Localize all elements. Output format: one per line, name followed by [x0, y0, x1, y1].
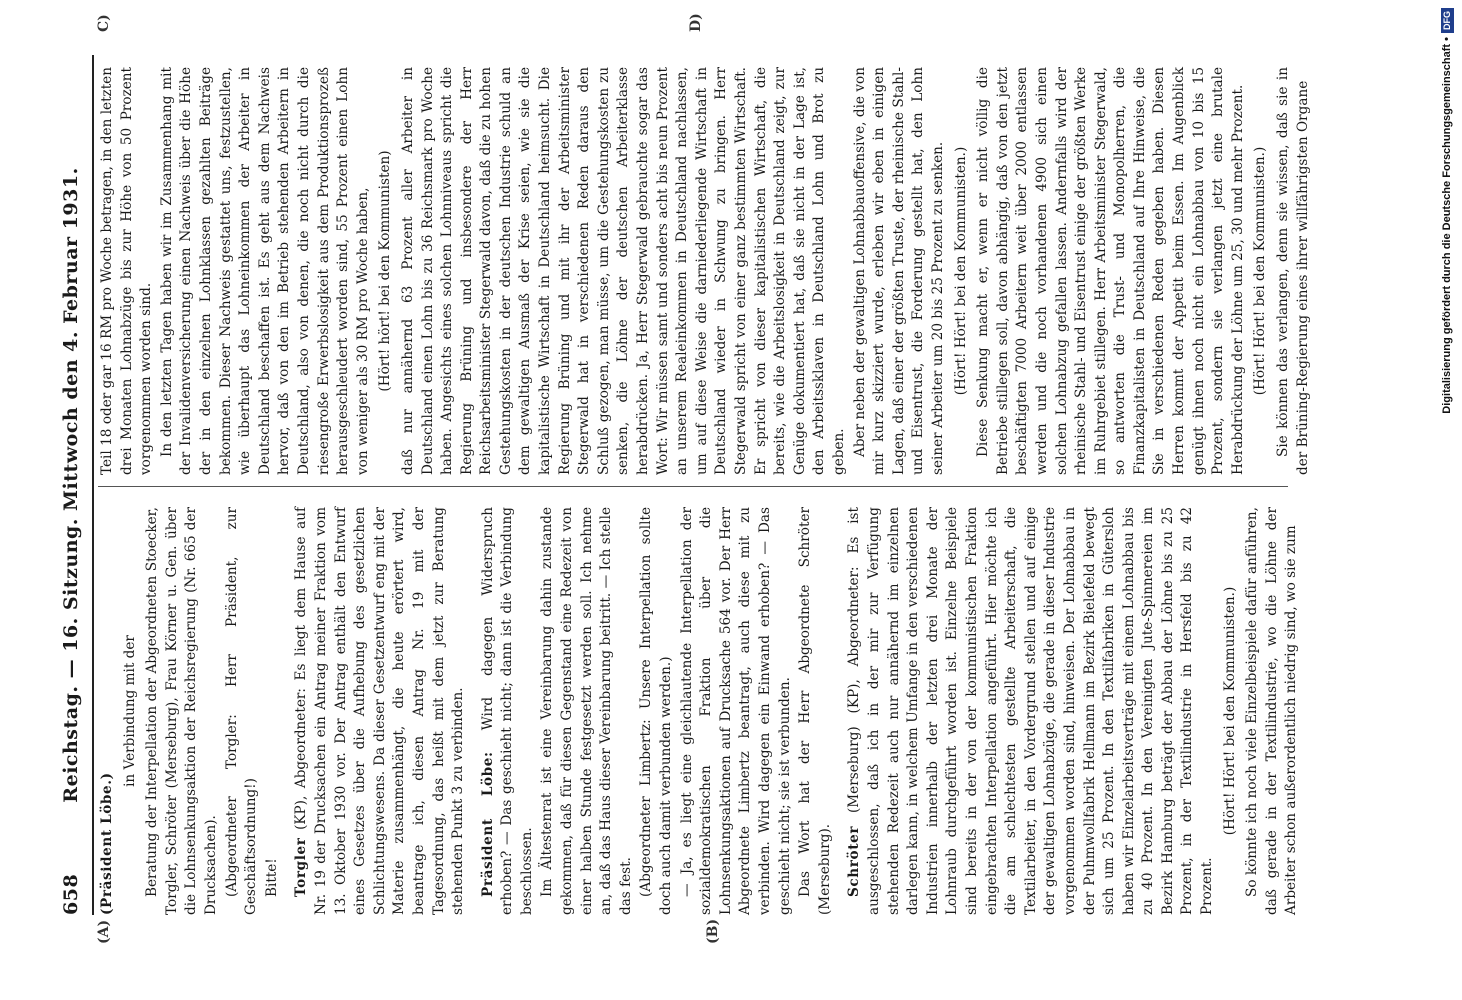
- paragraph: [678, 507, 796, 915]
- paragraph-text: So könnte ich noch viele Einzelbeispiele dafür anführen, daß gerade in der Textilindustrie, wo die Löhne der Arbeiter schon außerordentlich niedrig sind, wo sie zum: [1244, 507, 1300, 915]
- running-title: Reichstag. — 16. Sitzung. Mittwoch den 4. Februar 1931.: [60, 167, 82, 803]
- dfg-logo: DFG: [1441, 8, 1454, 33]
- paragraph-text: (Abgeordneter Limbertz: Unsere Interpellation sollte doch auch damit verbunden werden.): [638, 507, 675, 915]
- paragraph-text: Wird dagegen Widerspruch erhoben? — Das geschieht nicht; dann ist die Verbindung beschlossen.: [479, 507, 535, 915]
- paragraph-text: In den letzten Tagen haben wir im Zusammenhang mit der Invalidenversicherung einen Nachweis über die Höhe der in den einzelnen Lohnklassen gezahlten Beiträge bekommen. Dieser Nachweis gestattet uns, festzustellen, wie überhaupt das Lohneinkommen der Arbeiter in Deutschland beschaffen ist. Es geht aus dem Nachweis hervor, daß von den im Betrieb stehenden Arbeitern in Deutschland, also von denen, die noch nicht durch die riesengroße Erwerbslosigkeit aus dem Produktionsprozeß herausgeschleudert worden sind, 55 Prozent einen Lohn von weniger als 30 RM pro Woche haben,: [158, 67, 371, 475]
- paragraph: [121, 507, 141, 915]
- paragraph-text: Beratung der Interpellation der Abgeordneten Stoecker, Torgler, Schröter (Merseburg), Frau Körner u. Gen. über die Lohnsenkungsaktion der Reichsregierung (Nr. 665 der Drucksachen).: [144, 507, 219, 915]
- paragraph-text: — Ja, es liegt eine gleichlautende Interpellation der sozialdemokratischen Fraktion über die Lohnsenkungsaktionen auf Drucksache 564 vor. Der Herr Abgeordnete Limbertz beantragt, auch diese mit zu verbinden. Wird dagegen ein Einwand erhoben? — Das geschieht nicht; sie ist verbunden.: [678, 507, 793, 915]
- paragraph: [1243, 507, 1302, 915]
- paragraph-text: Diese Senkung macht er, wenn er nicht völlig die Betriebe stillegen soll, davon abhängig, daß von den jetzt beschäftigten 7000 Arbeitern weit über 2000 entlassen werden und die noch vorhandenen 4900 sich einen solchen Lohnabzug gefallen lassen. Andernfalls wird der rheinische Stahl- und Eisentrust einige der größten Werke im Ruhrgebiet stillegen. Herr Arbeitsminister Stegerwald, so antworten die Trust- und Monopolherren, die Finanzkapitalisten in Deutschland auf Ihre Hinweise, die Sie in verschiedenen Reden gegeben haben. Diesen Herren kommt der Appetit beim Essen. Im Augenblick genügt ihnen noch nicht ein Lohnabbau von 10 bis 15 Prozent, sondern sie verlangen jetzt eine brutale Herabdrückung der Löhne um 25, 30 und mehr Prozent.: [975, 67, 1246, 475]
- digitization-credit: [1433, 0, 1462, 1000]
- paragraph-text: Im Ältestenrat ist eine Vereinbarung dahin zustande gekommen, daß für diesen Gegenstand eine Redezeit von einer halben Stunde festgesetzt werden soll. Ich nehme an, daß das Haus dieser Vereinbarung beitritt. — Ich stelle das fest.: [539, 507, 634, 915]
- paragraph-text: (Hört! Hört! bei den Kommunisten.): [1221, 586, 1238, 836]
- paragraph: [292, 507, 468, 915]
- paragraph: [98, 507, 118, 915]
- paragraph-text: (Hört! Hört! bei den Kommunisten.): [1252, 146, 1269, 396]
- paragraph-text: Teil 18 oder gar 16 RM pro Woche betragen, in den letzten drei Monaten Lohnabzüge bis zur Höhe von 50 Prozent vorgenommen worden sind.: [99, 67, 155, 475]
- paragraph: [974, 67, 1248, 475]
- paragraph-text: (Merseburg) (KP), Abgeordneter: Es ist ausgeschlossen, daß ich in der mir zur Verfügung stehenden Redezeit auch nur annähernd im einzelnen darlegen kann, in welchem Umfange in den verschiedenen Industrien innerhalb der letzten drei Monate der Lohnraub durchgeführt worden ist. Einzelne Beispiele sind bereits in der von der kommunistischen Fraktion eingebrachten Interpellation angeführt. Hier möchte ich die am schlechtesten gestellte Arbeiterschaft, die Textilarbeiter, in den Vordergrund stellen und auf einige der gewaltigen Lohnabzüge, die gerade in dieser Industrie vorgenommen worden sind, hinweisen. Der Lohnabbau in der Puhmwollfabrik Hellmann im Bezirk Bielefeld bewegt sich um 25 Prozent. In den Textilfabriken in Gütersloh haben wir Einzelarbeitsverträge mit einem Lohnabbau bis zu 40 Prozent. In den Vereinigten Jute-Spinnereien im Bezirk Hamburg beträgt der Abbau der Löhne bis zu 25 Prozent, in der Textilindustrie in Hersfeld bis zu 42 Prozent.: [846, 507, 1216, 915]
- paragraph-text: in Verbindung mit der: [121, 635, 138, 787]
- credit-text: Digitalisierung gefördert durch die Deutsche Forschungsgemeinschaft •: [1441, 37, 1453, 414]
- paragraph-text: daß nur annähernd 63 Prozent aller Arbeiter in Deutschland einen Lohn bis zu 36 Reichsmark pro Woche haben. Angesichts eines solchen Lohnniveaus spricht die Regierung Brüning und insbesondere der Herr Reichsarbeitsminister Stegerwald davon, daß die zu hohen Gestehungskosten in der deutschen Industrie schuld an dem gewaltigen Ausmaß der Krise seien, wie sie die kapitalistische Wirtschaft in Deutschland heimsucht. Die Regierung Brüning und mit ihr der Arbeitsminister Stegerwald hat in verschiedenen Reden daraus den Schluß gezogen, man müsse, um die Gestehungskosten zu senken, die Löhne der deutschen Arbeiterklasse herabdrücken. Ja, Herr Stegerwald gebrauchte sogar das Wort: Wir müssen samt und sonders acht bis neun Prozent an unserem Realeinkommen in Deutschland nachlassen, um auf diese Weise die darniederliegende Wirtschaft in Deutschland wieder in Schwung zu bringen. Herr Stegerwald spricht von einer ganz bestimmten Wirtschaft. Er spricht von dieser kapitalistischen Wirtschaft, die bereits, wie die Arbeitslosigkeit in Deutschland zeigt, zur Genüge dokumentiert hat, daß sie nicht in der Lage ist, den Arbeitssklaven in Deutschland Lohn und Brot zu geben.: [399, 67, 847, 475]
- right-text-column: [98, 67, 1311, 475]
- speaker-name: (Präsident Löbe.): [99, 772, 115, 915]
- page-header: [56, 55, 92, 915]
- speaker-name: Torgler: [293, 837, 310, 897]
- paragraph-text: (KP), Abgeordneter: Es liegt dem Hause auf Nr. 19 der Drucksachen ein Antrag meiner Fraktion vom 13. Oktober 1930 vor. Der Antrag enthält den Entwurf eines Gesetzes über die Aufhebung des gesetzlichen Schlichtungswesens. Da dieser Gesetzentwurf eng mit der Materie zusammenhängt, die heute erörtert wird, beantrage ich, diesen Antrag Nr. 19 mit der Tagesordnung, das heißt mit dem jetzt zur Beratung stehenden Punkt 3 zu verbinden.: [293, 507, 467, 915]
- paragraph: [143, 507, 221, 915]
- column-divider: [98, 486, 1288, 487]
- paragraph: [479, 507, 538, 915]
- page-number: 658: [60, 873, 82, 915]
- speaker-name: Schröter: [846, 825, 863, 897]
- paragraph-text: (Abgeordneter Torgler: Herr Präsident, zur Geschäftsordnung!): [223, 507, 260, 915]
- left-text-column: [98, 507, 1300, 915]
- paragraph: [1221, 507, 1241, 915]
- paragraph-text: (Hört! Hört! bei den Kommunisten.): [952, 146, 969, 396]
- paragraph: [796, 507, 835, 915]
- header-rule: [92, 55, 94, 915]
- margin-mark-b: (B): [705, 918, 721, 944]
- margin-mark-c: C): [96, 14, 112, 32]
- paragraph: [845, 507, 1217, 915]
- paragraph: [399, 67, 850, 475]
- paragraph: [952, 67, 972, 475]
- paragraph-text: Das Wort hat der Herr Abgeordnete Schröter (Merseburg).: [797, 507, 833, 915]
- paragraph-text: (Hört! hört! bei den Kommunisten): [377, 150, 394, 392]
- paragraph: [1274, 67, 1313, 475]
- paragraph-text: Sie können das verlangen, denn sie wissen, daß sie in der Brüning-Regierung eines ihrer willfährigsten Organe: [1275, 67, 1311, 475]
- paragraph: [851, 67, 949, 475]
- paragraph: [223, 507, 262, 915]
- paragraph-text: Aber neben der gewaltigen Lohnabbauoffensive, die von mir kurz skizziert wurde, erleben wir eben in einigen Lagen, daß einer der größten Truste, der rheinische Stahl- und Eisentrust, die Forderung gestellt hat, den Lohn seiner Arbeiter um 20 bis 25 Prozent zu senken.: [851, 67, 946, 475]
- paragraph-text: Bitte!: [263, 858, 280, 897]
- paragraph: [376, 67, 396, 475]
- paragraph: [1251, 67, 1271, 475]
- paragraph: [263, 507, 283, 915]
- paragraph: [637, 507, 676, 915]
- paragraph: [158, 67, 374, 475]
- paragraph: [98, 67, 157, 475]
- paragraph: [538, 507, 636, 915]
- margin-mark-a: (A): [96, 919, 112, 944]
- digitization-credit-strip: [1405, 0, 1453, 1000]
- margin-mark-d: D): [688, 13, 704, 32]
- speaker-name: Präsident Löbe:: [479, 751, 496, 897]
